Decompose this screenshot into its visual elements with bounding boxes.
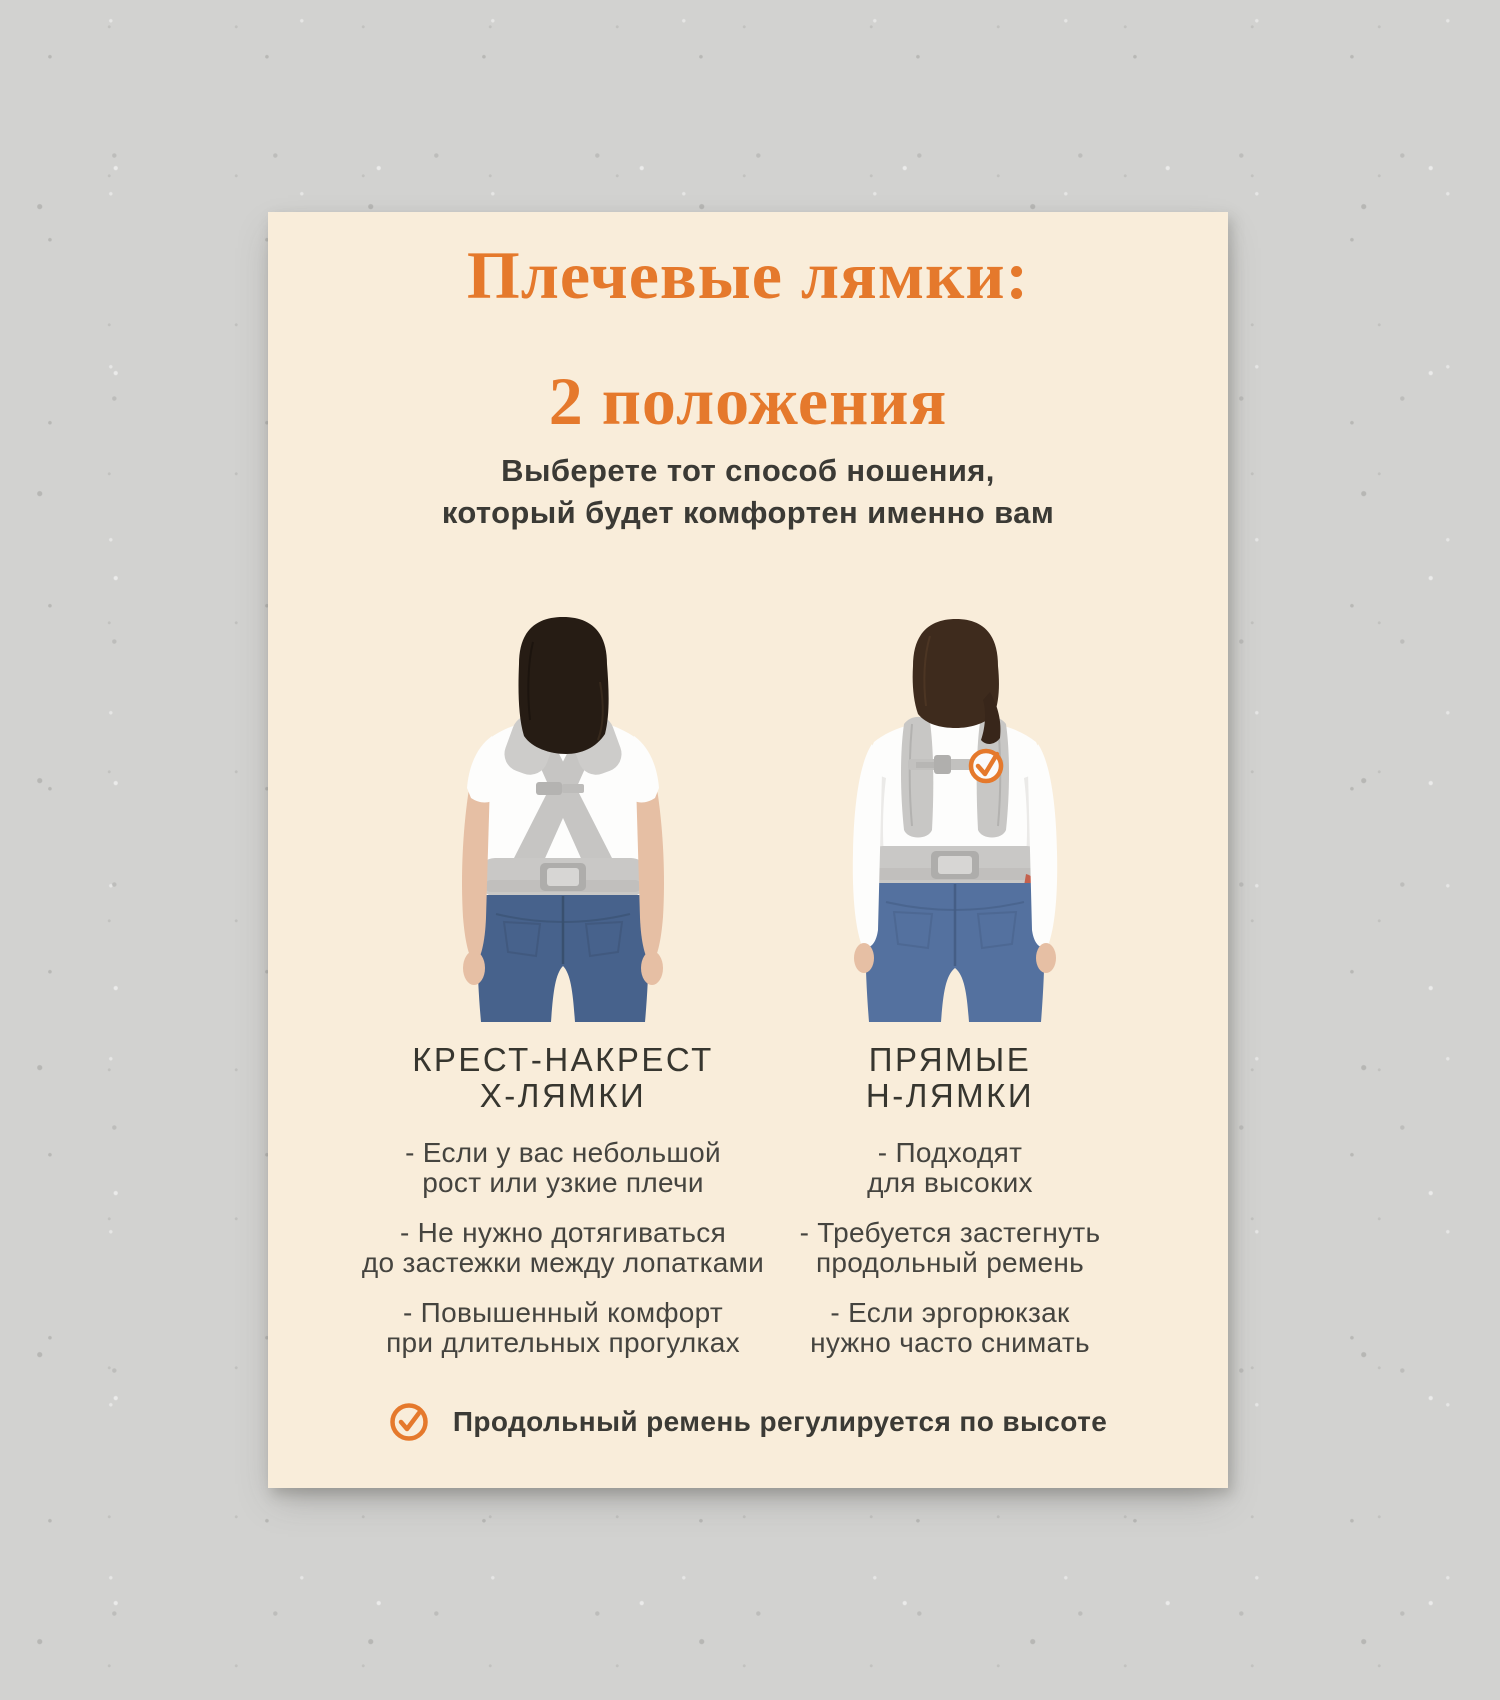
check-circle-icon <box>389 1402 429 1442</box>
bullet-line: продольный ремень <box>815 1247 1085 1278</box>
bullet-line: - Если у вас небольшой <box>405 1137 721 1168</box>
shoulder-strap <box>901 717 933 838</box>
photo-h-straps <box>830 612 1080 1022</box>
footnote-text: Продольный ремень регулируется по высоте <box>452 1406 1108 1437</box>
header-line: Н-ЛЯМКИ <box>865 1077 1035 1114</box>
subtitle-line-2: который будет комфортен именно вам <box>441 495 1055 530</box>
title-line-1: Плечевые лямки: <box>466 237 1030 313</box>
subtitle-line-1: Выберете тот способ ношения, <box>501 453 995 488</box>
check-badge-icon <box>971 751 1001 781</box>
bullet-line: - Подходят <box>877 1137 1023 1168</box>
bullet-line: нужно часто снимать <box>810 1327 1090 1358</box>
hair <box>519 617 609 754</box>
bullet-line: для высоких <box>867 1167 1033 1198</box>
bullet-line: - Требуется застегнуть <box>799 1217 1101 1248</box>
photo-x-straps <box>438 612 688 1022</box>
poster-card <box>268 212 1228 1488</box>
bullet-item <box>693 1218 1207 1278</box>
bullet-line: - Повышенный комфорт <box>402 1297 724 1328</box>
header-line: КРЕСТ-НАКРЕСТ <box>412 1041 714 1078</box>
footnote <box>268 1402 1228 1442</box>
title-line-2: 2 положения <box>548 363 948 439</box>
header-line: Х-ЛЯМКИ <box>479 1077 647 1114</box>
poster-subtitle <box>268 450 1228 534</box>
bullet-line: рост или узкие плечи <box>422 1167 704 1198</box>
bullet-line: - Не нужно дотягиваться <box>399 1217 727 1248</box>
header-line: ПРЯМЫЕ <box>868 1041 1032 1078</box>
column-h-straps <box>693 1042 1207 1378</box>
bullet-item <box>693 1298 1207 1358</box>
bullet-line: - Если эргорюкзак <box>830 1297 1070 1328</box>
bullet-line: при длительных прогулках <box>386 1327 740 1358</box>
bullet-list <box>693 1138 1207 1358</box>
bullet-item <box>693 1138 1207 1198</box>
comparison-columns <box>268 1042 1228 1372</box>
poster-title <box>268 212 1228 464</box>
bullet-line: до застежки между лопатками <box>361 1247 765 1278</box>
column-header <box>693 1042 1207 1114</box>
